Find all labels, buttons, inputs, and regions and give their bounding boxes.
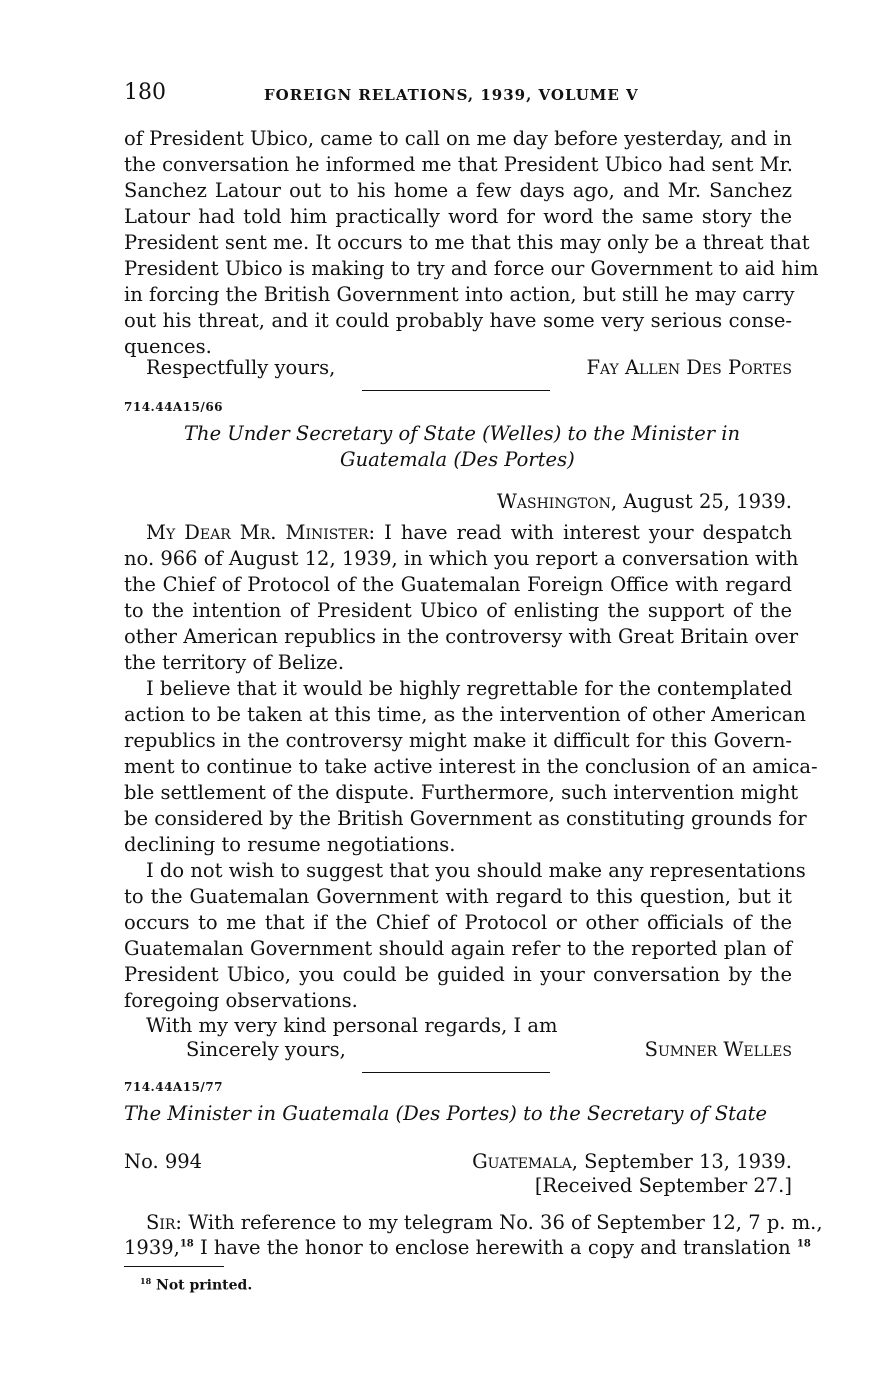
footnote: [140, 1276, 252, 1294]
doc3-dateline: [472, 1150, 792, 1173]
doc2-dateline-date: August 25, 1939.: [623, 490, 792, 513]
doc1-line: President sent me. It occurs to me that this may only be a threat that: [124, 231, 810, 254]
running-title: FOREIGN RELATIONS, 1939, VOLUME V: [264, 86, 639, 104]
doc2-p2-line: ment to continue to take active interest in the conclusion of an amica-: [124, 755, 818, 778]
doc2-p3-line: President Ubico, you could be guided in your conversation by the: [124, 963, 792, 986]
section-divider: [362, 1072, 550, 1073]
doc3-line1-text: With reference to my telegram No. 36 of September 12, 7 p. m.,: [188, 1211, 823, 1234]
doc1-line: out his threat, and it could probably have some very serious conse-: [124, 309, 792, 332]
doc2-p3-line: Guatemalan Government should again refer to the reported plan of: [124, 937, 792, 960]
doc2-p3-line: to the Guatemalan Government with regard to this question, but it: [124, 885, 792, 908]
section-divider: [362, 390, 550, 391]
doc3-line2: [124, 1236, 811, 1259]
doc1-line: Latour had told him practically word for word the same story the: [124, 205, 792, 228]
doc2-heading-line1: The Under Secretary of State (Welles) to the Minister in: [184, 422, 741, 445]
doc2-p1-line: no. 966 of August 12, 1939, in which you report a conversation with: [124, 547, 799, 570]
footnote-rule: [124, 1266, 224, 1267]
doc3-salutation: Sir:: [146, 1211, 182, 1234]
doc1-line: in forcing the British Government into action, but still he may carry: [124, 283, 795, 306]
footnote-number: 18: [140, 1276, 152, 1286]
doc2-p1-first: I have read with interest your despatch: [384, 521, 793, 544]
doc3-number: No. 994: [124, 1150, 203, 1173]
doc2-dateline: [497, 490, 792, 513]
doc2-signature: Sumner Welles: [644, 1038, 792, 1061]
doc1-closing: Respectfully yours,: [146, 356, 336, 379]
doc2-heading-line2: Guatemala (Des Portes): [340, 448, 575, 471]
footnote-ref: 18: [796, 1238, 811, 1250]
doc2-p3-line: foregoing observations.: [124, 989, 358, 1012]
doc3-line1: [146, 1210, 823, 1236]
doc2-p2-line: action to be taken at this time, as the intervention of other American: [124, 703, 806, 726]
doc2-p3-line: I do not wish to suggest that you should make any representations: [146, 859, 806, 882]
doc2-salutation-line: [146, 520, 792, 546]
doc2-p2-line: ble settlement of the dispute. Furthermore, such intervention might: [124, 781, 799, 804]
doc2-p3-line: occurs to me that if the Chief of Protocol or other officials of the: [124, 911, 792, 934]
doc3-line2-b: I have the honor to enclose herewith a copy and translation: [193, 1236, 797, 1259]
doc2-p1-line: the territory of Belize.: [124, 651, 345, 674]
doc2-p2-line: I believe that it would be highly regrettable for the contemplated: [146, 677, 793, 700]
doc1-line: of President Ubico, came to call on me day before yesterday, and in: [124, 127, 792, 150]
doc2-salutation: My Dear Mr. Minister:: [146, 521, 376, 544]
doc2-dateline-place: Washington,: [496, 490, 618, 513]
page-number: 180: [124, 80, 166, 105]
doc3-line2-a: 1939,: [124, 1236, 180, 1259]
doc2-regards: With my very kind personal regards, I am: [146, 1014, 558, 1037]
doc2-p1-line: to the intention of President Ubico of enlisting the support of the: [124, 599, 792, 622]
doc1-line: Sanchez Latour out to his home a few days ago, and Mr. Sanchez: [124, 179, 792, 202]
doc2-closing: Sincerely yours,: [186, 1038, 346, 1061]
doc3-dateline-place: Guatemala,: [472, 1150, 578, 1173]
doc3-heading: The Minister in Guatemala (Des Portes) to the Secretary of State: [124, 1102, 768, 1125]
doc2-p2-line: republics in the controversy might make it difficult for this Govern-: [124, 729, 792, 752]
doc2-p2-line: declining to resume negotiations.: [124, 833, 456, 856]
doc3-file-number: 714.44A15/77: [124, 1080, 224, 1094]
doc2-p1-line: other American republics in the controversy with Great Britain over: [124, 625, 799, 648]
footnote-text: Not printed.: [156, 1277, 253, 1294]
doc3-received: [Received September 27.]: [534, 1174, 792, 1197]
footnote-ref: 18: [179, 1238, 194, 1250]
doc1-line: quences.: [124, 335, 212, 358]
doc2-file-number: 714.44A15/66: [124, 400, 224, 414]
doc2-p1-line: the Chief of Protocol of the Guatemalan Foreign Office with regard: [124, 573, 792, 596]
doc2-p2-line: be considered by the British Government as constituting grounds for: [124, 807, 807, 830]
doc1-signature: Fay Allen Des Portes: [586, 356, 792, 379]
doc1-line: the conversation he informed me that President Ubico had sent Mr.: [124, 153, 794, 176]
doc3-dateline-date: September 13, 1939.: [584, 1150, 792, 1173]
doc1-line: President Ubico is making to try and force our Government to aid him: [124, 257, 819, 280]
